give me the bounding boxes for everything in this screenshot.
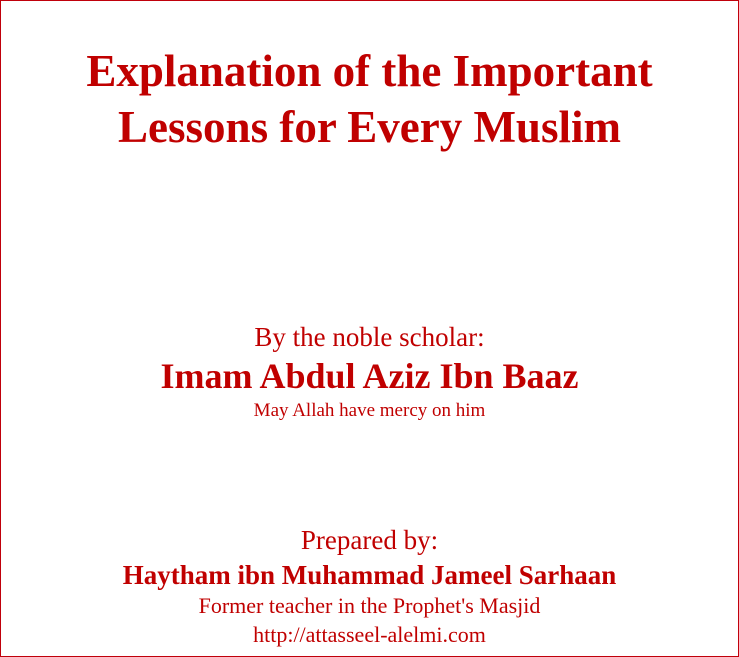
author-label: By the noble scholar:: [254, 322, 485, 352]
author-name: Imam Abdul Aziz Ibn Baaz: [160, 356, 579, 396]
book-title-line-1: Explanation of the Important: [86, 46, 653, 96]
book-title: [1, 43, 738, 155]
preparer-name: Haytham ibn Muhammad Jameel Sarhaan: [122, 560, 617, 590]
book-title-line-2: Lessons for Every Muslim: [118, 102, 621, 152]
website-link[interactable]: http://attasseel-alelmi.com: [253, 622, 486, 647]
preparer-label: Prepared by:: [300, 525, 439, 555]
preparer-description: Former teacher in the Prophet's Masjid: [198, 593, 541, 618]
author-honorific: May Allah have mercy on him: [253, 400, 486, 421]
